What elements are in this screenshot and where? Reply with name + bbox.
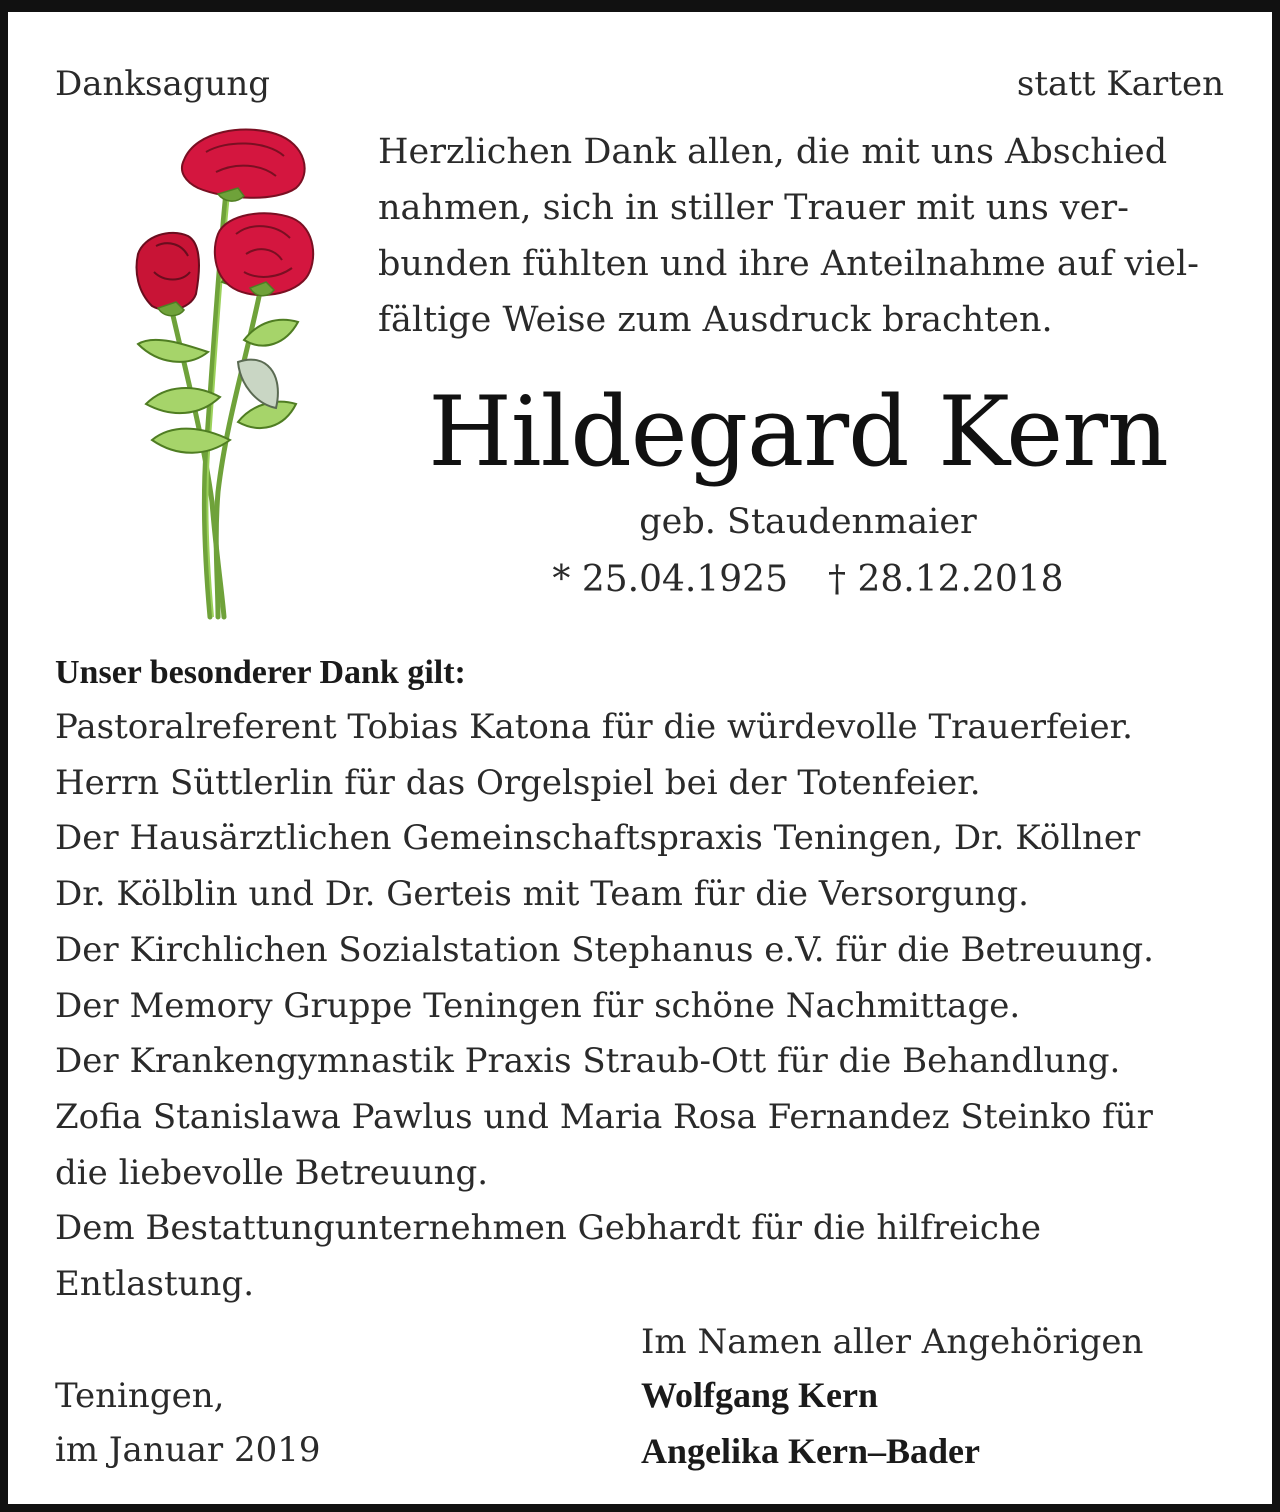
thanks-line: die liebevolle Betreuung. (55, 1152, 489, 1193)
intro-line: bunden fühlten und ihre Anteilnahme auf viel- (378, 244, 1200, 284)
thanks-heading: Unser besonderer Dank gilt: (55, 654, 466, 691)
thanks-line: Pastoralreferent Tobias Katona für die würdevolle Trauerfeier. (55, 707, 1133, 747)
place: Teningen, (55, 1376, 225, 1416)
signature-angelika: Angelika Kern–Bader (641, 1431, 980, 1471)
birth-date: * 25.04.1925 (552, 559, 788, 600)
intro-line: fältige Weise zum Ausdruck brachten. (378, 300, 1053, 340)
thanks-line: Herrn Süttlerlin für das Orgelspiel bei der Totenfeier. (55, 762, 981, 803)
signature-wolfgang: Wolfgang Kern (641, 1375, 879, 1415)
header-danksagung: Danksagung (55, 64, 271, 104)
header-statt-karten: statt Karten (1016, 64, 1224, 104)
thanks-line: Der Memory Gruppe Teningen für schöne Nachmittage. (55, 985, 1021, 1026)
intro-line: Herzlichen Dank allen, die mit uns Abschied (378, 132, 1168, 172)
thanks-list (55, 700, 1255, 1313)
deceased-name: Hildegard Kern (428, 376, 1168, 488)
closing-line: Im Namen aller Angehörigen (641, 1322, 1144, 1362)
thanks-line: Entlastung. (55, 1264, 255, 1305)
intro-line: nahmen, sich in stiller Trauer mit uns ver- (378, 188, 1129, 228)
maiden-name: geb. Staudenmaier (639, 502, 977, 542)
intro-text (378, 124, 1258, 348)
thanks-line: Dr. Kölblin und Dr. Gerteis mit Team für die Versorgung. (55, 874, 1029, 915)
thanks-line: Zofia Stanislawa Pawlus und Maria Rosa Fernandez Steinko für (55, 1096, 1153, 1137)
thanks-line: Dem Bestattungunternehmen Gebhardt für die hilfreiche (55, 1208, 1041, 1249)
thanks-line: Der Krankengymnastik Praxis Straub-Ott für die Behandlung. (55, 1041, 1121, 1082)
thanks-line: Der Hausärztlichen Gemeinschaftspraxis Teningen, Dr. Köllner (55, 818, 1141, 859)
death-date: † 28.12.2018 (828, 559, 1064, 600)
thanks-line: Der Kirchlichen Sozialstation Stephanus e.V. für die Betreuung. (55, 929, 1154, 970)
date: im Januar 2019 (55, 1430, 321, 1470)
life-dates (8, 558, 1280, 602)
